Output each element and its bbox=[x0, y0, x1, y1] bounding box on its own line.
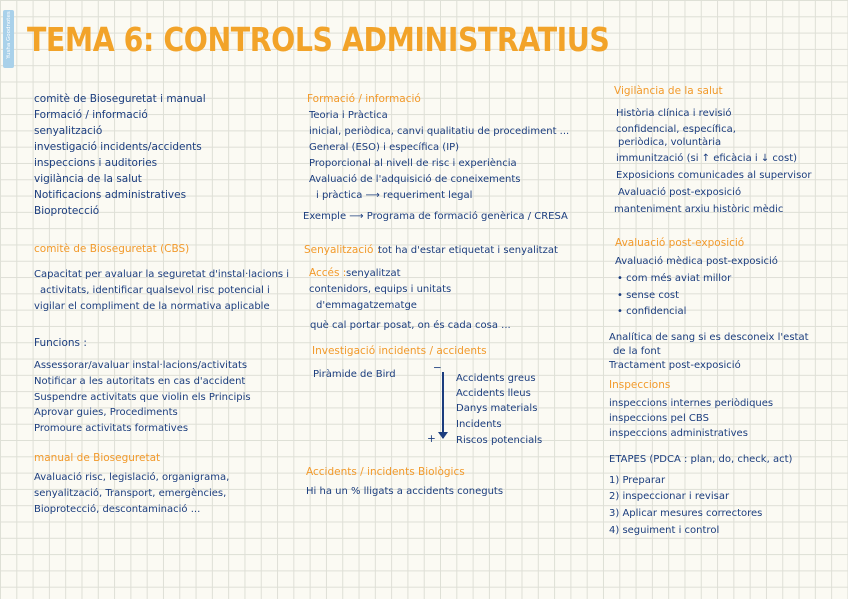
post-item: • com més aviat millor bbox=[617, 273, 732, 284]
arrow-down-icon bbox=[438, 432, 448, 439]
arrow-shaft bbox=[442, 372, 444, 438]
vig-item: confidencial, específica, bbox=[616, 124, 736, 135]
bird-item: Accidents greus bbox=[456, 373, 536, 384]
step-item: 4) seguiment i control bbox=[609, 525, 720, 536]
section-heading-cbs: comitè de Bioseguretat (CBS) bbox=[34, 243, 190, 255]
funcio-item: Promoure activitats formatives bbox=[34, 423, 189, 434]
manual-text-line: senyalització, Transport, emergències, bbox=[34, 488, 227, 499]
list-item: comitè de Bioseguretat i manual bbox=[34, 93, 206, 105]
formacio-item: inicial, periòdica, canvi qualitatiu de procediment ... bbox=[309, 126, 570, 137]
insp-item: inspeccions internes periòdiques bbox=[609, 398, 774, 409]
section-heading-senyalitzacio: Senyalització : bbox=[304, 244, 381, 256]
post-item: • confidencial bbox=[617, 306, 687, 317]
manual-text-line: Bioprotecció, descontaminació ... bbox=[34, 504, 201, 515]
biologics-text: Hi ha un % lligats a accidents coneguts bbox=[306, 486, 504, 497]
acces-line: contenidors, equips i unitats bbox=[309, 284, 452, 295]
formacio-item: Teoria i Pràctica bbox=[309, 110, 388, 121]
insp-item: inspeccions administratives bbox=[609, 428, 748, 439]
brand-label: Yusha Goodnotes bbox=[6, 11, 12, 59]
post-item: • sense cost bbox=[617, 290, 680, 301]
etapes-heading: ETAPES (PDCA : plan, do, check, act) bbox=[609, 454, 793, 465]
piramide-label: Piràmide de Bird bbox=[313, 369, 396, 380]
list-item: Formació / informació bbox=[34, 109, 148, 121]
cbs-text-line: activitats, identificar qualsevol risc potencial i bbox=[40, 285, 270, 296]
funcio-item: Assessorar/avaluar instal·lacions/activitats bbox=[34, 360, 248, 371]
bird-item: Danys materials bbox=[456, 403, 538, 414]
formacio-item: Avaluació de l'adquisició de coneixements bbox=[309, 174, 521, 185]
step-item: 2) inspeccionar i revisar bbox=[609, 491, 730, 502]
vig-item: manteniment arxiu històric mèdic bbox=[614, 204, 784, 215]
insp-item: inspeccions pel CBS bbox=[609, 413, 709, 424]
acces-text: senyalitzat bbox=[346, 268, 401, 279]
vig-item: Exposicions comunicades al supervisor bbox=[616, 170, 812, 181]
list-item: investigació incidents/accidents bbox=[34, 141, 202, 153]
analitica-line: Analítica de sang si es desconeix l'estat bbox=[609, 332, 809, 343]
list-item: vigilància de la salut bbox=[34, 173, 142, 185]
list-item: Bioprotecció bbox=[34, 205, 100, 217]
bird-item: Incidents bbox=[456, 419, 502, 430]
list-item: senyalització bbox=[34, 125, 103, 137]
analitica-line: Tractament post-exposició bbox=[609, 360, 741, 371]
cbs-text-line: vigilar el compliment de la normativa aplicable bbox=[34, 301, 270, 312]
funcions-heading: Funcions : bbox=[34, 337, 87, 349]
section-heading-vigilancia: Vigilància de la salut bbox=[614, 85, 723, 97]
section-heading-manual: manual de Bioseguretat bbox=[34, 452, 161, 464]
acces-label: Accés : bbox=[309, 267, 347, 279]
exemple-line: Exemple ⟶ Programa de formació genèrica / CRESA bbox=[303, 211, 568, 222]
list-item: Notificacions administratives bbox=[34, 189, 187, 201]
formacio-item: Proporcional al nivell de risc i experiència bbox=[309, 158, 517, 169]
step-item: 3) Aplicar mesures correctores bbox=[609, 508, 763, 519]
analitica-line: de la font bbox=[613, 346, 661, 357]
funcio-item: Suspendre activitats que violin els Principis bbox=[34, 392, 251, 403]
vig-item: periòdica, voluntària bbox=[618, 137, 722, 148]
page-title: TEMA 6: CONTROLS ADMINISTRATIUS bbox=[27, 20, 610, 59]
formacio-item: General (ESO) i específica (IP) bbox=[309, 142, 460, 153]
vig-item: Història clínica i revisió bbox=[616, 108, 732, 119]
section-heading-inspeccions: Inspeccions bbox=[609, 379, 671, 391]
bird-item: Riscos potencials bbox=[456, 435, 543, 446]
post-item: Avaluació mèdica post-exposició bbox=[615, 256, 778, 267]
section-heading-biologics: Accidents / incidents Biològics bbox=[306, 466, 465, 478]
plus-sign: + bbox=[427, 433, 436, 445]
funcio-item: Notificar a les autoritats en cas d'accident bbox=[34, 376, 246, 387]
section-heading-post-exposicio: Avaluació post-exposició bbox=[615, 237, 745, 249]
vig-item: immunització (si ↑ eficàcia i ↓ cost) bbox=[616, 153, 798, 164]
acces-line: d'emmagatzematge bbox=[316, 300, 417, 311]
goodnotes-tag bbox=[3, 10, 14, 68]
section-heading-investigacio: Investigació incidents / accidents bbox=[312, 345, 487, 357]
bird-item: Accidents lleus bbox=[456, 388, 531, 399]
acces-line: què cal portar posat, on és cada cosa ... bbox=[310, 320, 511, 331]
funcio-item: Aprovar guies, Procediments bbox=[34, 407, 178, 418]
minus-sign: − bbox=[433, 362, 442, 374]
formacio-item: i pràctica ⟶ requeriment legal bbox=[316, 190, 473, 201]
manual-text-line: Avaluació risc, legislació, organigrama, bbox=[34, 472, 230, 483]
step-item: 1) Preparar bbox=[609, 475, 666, 486]
vig-item: Avaluació post-exposició bbox=[618, 187, 742, 198]
senyalitzacio-text: tot ha d'estar etiquetat i senyalitzat bbox=[378, 245, 558, 256]
section-heading-formacio: Formació / informació bbox=[307, 93, 421, 105]
list-item: inspeccions i auditories bbox=[34, 157, 158, 169]
cbs-text-line: Capacitat per avaluar la seguretat d'instal·lacions i bbox=[34, 269, 290, 280]
